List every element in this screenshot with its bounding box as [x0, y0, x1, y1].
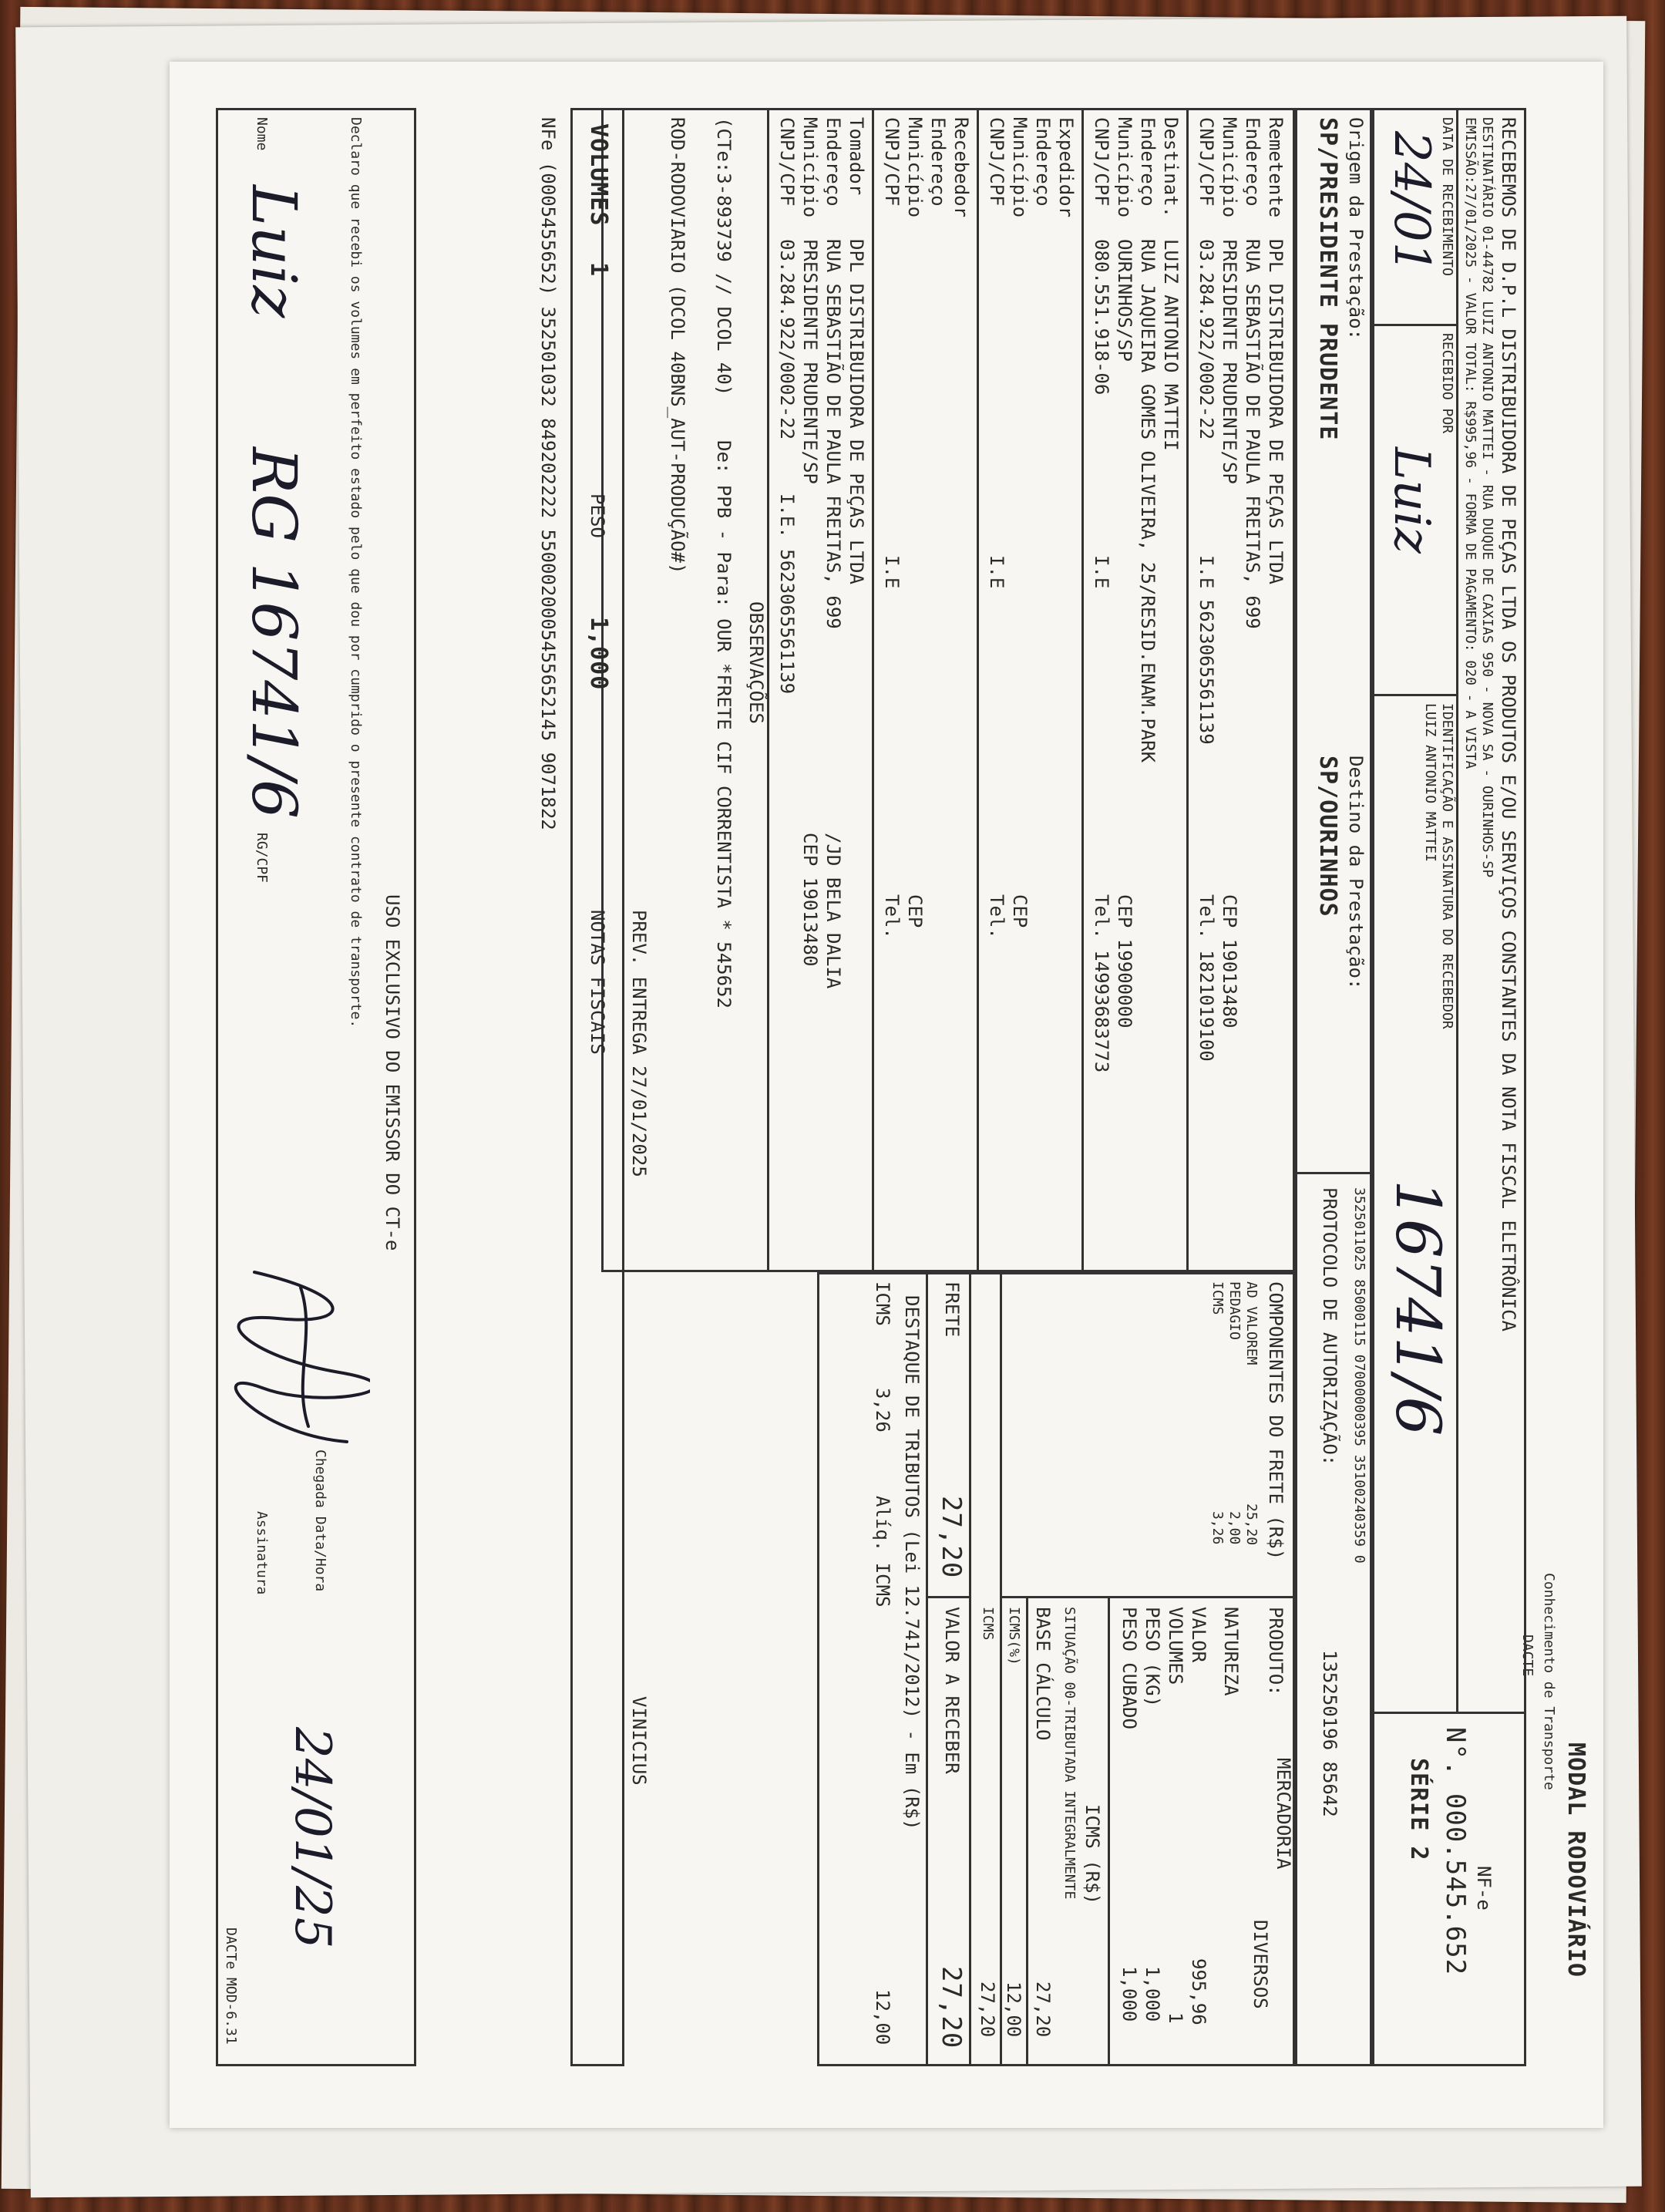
origin-value: SP/PRESIDENTE PRUDENTE	[1314, 117, 1341, 441]
observacoes-line-1: (CTe:3-893739 // DCOL 40) De: PPB - Para: OUR *FRETE CIF CORRENTISTA * 545652	[713, 117, 735, 1008]
destinatario-address: RUA JAQUEIRA GOMES OLIVEIRA, 25/RESID.ENAM.PARK	[1137, 239, 1159, 763]
destinatario-ie: I.E	[1091, 555, 1112, 589]
vinicius-label: VINICIUS	[628, 1696, 650, 1786]
volumes-label: VOLUMES	[1165, 1607, 1186, 1685]
protocol-value: 135250196 85642	[1319, 1650, 1340, 1817]
tomador-address-label: Endereço	[822, 117, 844, 207]
dacte-subtitle: Conhecimento de Transporte	[1541, 1573, 1557, 1790]
id-name: LUIZ ANTONIO MATTEI	[1422, 703, 1438, 862]
produto-value: MERCADORIA	[1273, 1758, 1294, 1870]
received-by-label: RECEBIDO POR	[1439, 333, 1455, 434]
destinatario-name: LUIZ ANTONIO MATTEI	[1160, 239, 1182, 451]
tomador-cnpj-label: CNPJ/CPF	[776, 117, 798, 207]
remetente-ie: I.E 5623065561139	[1196, 555, 1217, 745]
remetente-cnpj: 03.284.922/0002-22	[1196, 239, 1217, 440]
icms-aliq-value: 12,00	[1003, 1981, 1024, 2038]
assinatura-label: Assinatura	[254, 1511, 270, 1595]
tributos-aliq-value: 12,00	[872, 1989, 893, 2045]
dacte-title: DACTE	[1519, 1635, 1536, 1677]
recebedor-ie: I.E	[881, 555, 903, 589]
handwritten-received-date: 24/01	[1383, 131, 1440, 274]
expedidor-city-label: Município	[1009, 117, 1031, 218]
receipt-line-2: DESTINATÁRIO 01-44782 LUIZ ANTONIO MATTEI - RUA DUQUE DE CAXIAS 950 - NOVA SA - OURINHOS-SP	[1479, 117, 1495, 878]
handwritten-rg: RG 16741/6	[238, 447, 310, 819]
volumes-strip	[570, 108, 624, 2066]
nfe-label: NF-e	[1473, 1866, 1495, 1911]
tomador-name: DPL DISTRIBUIDORA DE PEÇAS LTDA	[846, 239, 867, 584]
declaro-text: Declaro que recebi os volumes em perfeito estado pelo que dou por cumprido o presente contrato de transporte.	[348, 117, 364, 1029]
signature-scribble	[231, 1264, 370, 1449]
signature-stroke	[301, 1288, 308, 1426]
chegada-label: Chegada Data/Hora	[312, 1449, 328, 1592]
valor-receber-label: VALOR A RECEBER	[941, 1607, 963, 1774]
expedidor-cnpj-label: CNPJ/CPF	[986, 117, 1007, 207]
volumes-value: 1	[1165, 2012, 1186, 2024]
remetente-label: Remetente	[1265, 117, 1287, 218]
destinatario-city-label: Município	[1114, 117, 1135, 218]
origin-label: Origem da Prestação:	[1345, 117, 1367, 340]
rgcpf-label: RG/CPF	[254, 833, 270, 884]
destination-value: SP/OURINHOS	[1314, 756, 1341, 917]
expedidor-ie: I.E	[986, 555, 1007, 589]
recebedor-address-label: Endereço	[927, 117, 949, 207]
tributos-icms-value: 3,26	[872, 1388, 893, 1433]
protocol-label: PROTOCOLO DE AUTORIZAÇÃO:	[1319, 1187, 1340, 1466]
modal-label: MODAL RODOVIÁRIO	[1562, 1742, 1589, 1978]
tomador-bairro: /JD BELA DALIA	[822, 833, 844, 989]
tomador-cep: CEP 19013480	[799, 833, 821, 967]
access-key: 3525011025 85000115 07000000395 35100240359 0	[1351, 1187, 1367, 1564]
componente-label: AD VALOREM	[1243, 1281, 1260, 1365]
destinatario-city: OURINHOS/SP	[1114, 239, 1135, 362]
destinatario-tel: Tel. 14993683773	[1091, 894, 1112, 1073]
notas-fiscais-label: NOTAS FISCAIS	[587, 910, 608, 1055]
remetente-name: DPL DISTRIBUIDORA DE PEÇAS LTDA	[1265, 239, 1287, 584]
componente-value: 3,26	[1209, 1511, 1226, 1545]
handwritten-nome: Luiz	[238, 185, 310, 318]
peso-value: 1,000	[1142, 1966, 1163, 2022]
produto-diversos: DIVERSOS	[1250, 1920, 1271, 2009]
recebedor-city-label: Município	[904, 117, 926, 218]
tributos-title: DESTAQUE DE TRIBUTOS (Lei 12.741/2012) - Em (R$)	[901, 1295, 923, 1830]
uso-exclusivo: USO EXCLUSIVO DO EMISSOR DO CT-e	[382, 894, 403, 1251]
peso-cubado-label: PESO CUBADO	[1118, 1607, 1140, 1729]
tributos-aliq-label: Alíq. ICMS	[872, 1496, 893, 1608]
recebedor-cep: CEP	[904, 894, 926, 928]
valor-value: 995,96	[1188, 1958, 1209, 2025]
tomador-label: Tomador	[846, 117, 867, 196]
tributos-icms-label: ICMS	[872, 1281, 893, 1326]
tomador-city: PRESIDENTE PRUDENTE/SP	[799, 239, 821, 484]
id-signature-label: IDENTIFICAÇÃO E ASSINATURA DO RECEBEDOR	[1439, 703, 1455, 1029]
icms-valor-label: ICMS	[980, 1607, 996, 1641]
destinatario-cnpj: 080.551.918-06	[1091, 239, 1112, 396]
valor-receber-value: 27,20	[936, 1966, 967, 2049]
icms-valor-value: 27,20	[977, 1981, 998, 2038]
destinatario-cnpj-label: CNPJ/CPF	[1091, 117, 1112, 207]
handwritten-signature-rg: 16741/6	[1382, 1180, 1454, 1436]
parties-block	[601, 108, 1295, 1272]
nome-label: Nome	[254, 117, 270, 151]
dacte-code: DACTe MOD-6.31	[223, 1928, 239, 2045]
expedidor-tel: Tel.	[986, 894, 1007, 939]
natureza-label: NATUREZA	[1220, 1607, 1242, 1696]
handwritten-received-by: Luiz	[1383, 447, 1440, 554]
componente-label: ICMS	[1209, 1281, 1226, 1315]
peso-label: PESO (KG)	[1142, 1607, 1163, 1708]
componentes-title: COMPONENTES DO FRETE (R$)	[1265, 1281, 1287, 1561]
destinatario-cep: CEP 19900000	[1114, 894, 1135, 1029]
nfe-key-line: NFe (0005455652) 352501032 849202222 5500020005455652145 9071822	[537, 117, 559, 830]
tomador-city-label: Município	[799, 117, 821, 218]
icms-aliq-label: ICMS(%)	[1006, 1607, 1022, 1665]
icms-title: ICMS (R$)	[1081, 1804, 1103, 1905]
remetente-cnpj-label: CNPJ/CPF	[1196, 117, 1217, 207]
expedidor-label: Expedidor	[1055, 117, 1077, 218]
received-date-label: DATA DE RECEBIMENTO	[1439, 117, 1455, 276]
volumes-strip-value: 1	[585, 262, 612, 278]
destination-label: Destino da Prestação:	[1345, 756, 1367, 990]
remetente-city: PRESIDENTE PRUDENTE/SP	[1219, 239, 1240, 484]
volumes-strip-label: VOLUMES	[585, 123, 612, 227]
frete-label: FRETE	[941, 1281, 963, 1338]
tomador-ie: I.E. 5623065561139	[776, 493, 798, 695]
peso-cubado-value: 1,000	[1118, 1966, 1140, 2022]
serie-label: SÉRIE 2	[1405, 1758, 1432, 1861]
remetente-tel: Tel. 1821019100	[1196, 894, 1217, 1062]
recebedor-cnpj-label: CNPJ/CPF	[881, 117, 903, 207]
componente-value: 25,20	[1243, 1503, 1260, 1546]
dacte-document	[170, 62, 1603, 2128]
icms-situacao: SITUAÇÃO 00-TRIBUTADA INTEGRALMENTE	[1061, 1607, 1078, 1900]
receipt-line-3: EMISSÃO:27/01/2025 - VALOR TOTAL: R$995,96 - FORMA DE PAGAMENTO: 020 - A VISTA	[1462, 117, 1478, 769]
peso-strip-label: PESO	[587, 493, 608, 538]
expedidor-address-label: Endereço	[1032, 117, 1054, 207]
destinatario-address-label: Endereço	[1137, 117, 1159, 207]
destinatario-label: Destinat.	[1160, 117, 1182, 218]
observacoes-line-2: ROD-RODOVIARIO (DCOL 40BNS_AUT-PRODUÇÃO#)	[667, 117, 688, 574]
remetente-city-label: Município	[1219, 117, 1240, 218]
icms-base-value: 27,20	[1032, 1981, 1054, 2038]
previsao-entrega: PREV. ENTREGA 27/01/2025	[628, 910, 650, 1177]
recebedor-label: Recebedor	[950, 117, 972, 218]
expedidor-cep: CEP	[1009, 894, 1031, 928]
receipt-line-1: RECEBEMOS DE D.P.L DISTRIBUIDORA DE PEÇAS LTDA OS PRODUTOS E/OU SERVIÇOS CONSTANTES DA NOTA FISCAL ELETRÔNICA	[1498, 117, 1519, 1332]
handwritten-arrival-date: 24/01/25	[284, 1727, 341, 1949]
nfe-number: N°. 000.545.652	[1440, 1727, 1471, 1976]
remetente-address: RUA SEBASTIÃO DE PAULA FREITAS, 699	[1242, 239, 1263, 629]
recebedor-tel: Tel.	[881, 894, 903, 939]
componente-label: PEDAGIO	[1226, 1281, 1243, 1340]
componente-value: 2,00	[1226, 1511, 1243, 1545]
remetente-address-label: Endereço	[1242, 117, 1263, 207]
observacoes-title: OBSERVAÇÕES	[745, 601, 767, 724]
tomador-address: RUA SEBASTIÃO DE PAULA FREITAS, 699	[822, 239, 844, 629]
produto-label: PRODUTO:	[1265, 1607, 1287, 1696]
icms-base-label: BASE CÁLCULO	[1032, 1607, 1054, 1741]
frete-value: 27,20	[936, 1496, 967, 1579]
tomador-cnpj: 03.284.922/0002-22	[776, 239, 798, 440]
peso-strip-value: 1,000	[585, 617, 612, 691]
remetente-cep: CEP 19013480	[1219, 894, 1240, 1029]
valor-label: VALOR	[1188, 1607, 1209, 1663]
